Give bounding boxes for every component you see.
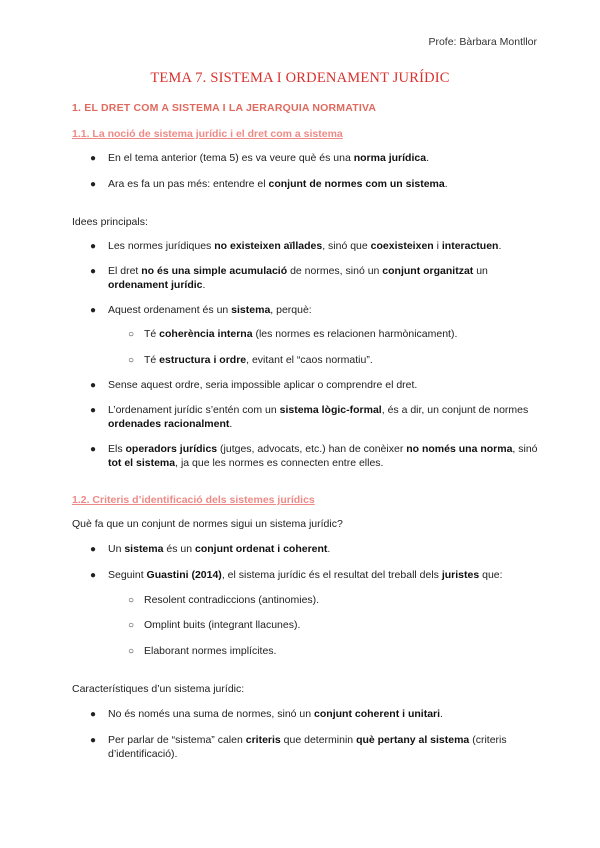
bullet-icon: ● (90, 153, 97, 164)
document-title: TEMA 7. SISTEMA I ORDENAMENT JURÍDIC (150, 70, 450, 86)
bullet-icon: ● (90, 241, 97, 252)
subsection-heading-1-2: 1.2. Criteris d’identificació dels sistemes jurídics (72, 494, 315, 506)
section-heading-1: 1. EL DRET COM A SISTEMA I LA JERARQUIA NORMATIVA (72, 102, 377, 114)
bullet-icon: ● (90, 544, 97, 555)
bullet-icon: ● (90, 380, 97, 391)
bullet-icon: ● (90, 405, 97, 416)
bullet-icon: ● (90, 266, 97, 277)
subsection-heading-1-1: 1.1. La noció de sistema jurídic i el dret com a sistema (72, 128, 343, 140)
question-text: Què fa que un conjunt de normes sigui un sistema jurídic? (72, 518, 343, 530)
characteristics-label: Característiques d’un sistema jurídic: (72, 683, 245, 695)
circle-bullet-icon: ○ (128, 620, 135, 631)
circle-bullet-icon: ○ (128, 595, 135, 606)
ideas-label: Idees principals: (72, 216, 148, 228)
author-header: Profe: Bàrbara Montllor (428, 36, 537, 48)
document-page: Profe: Bàrbara Montllor TEMA 7. SISTEMA I ORDENAMENT JURÍDIC 1. EL DRET COM A SISTEMA I LA JERARQUIA NORMATIVA 1.1. La noció de sistema jurídic i el dret com a sistema ● En el tema anterior (tema 5) es va veure què és una norma jurídica. ● Ara es fa un pas més: entendre el conjunt de normes com un sistema. Idees principals: ● Les normes jurídiques no existeixen aïllades, sinó que coexisteixen i interactuen. ● El dret no és una simple acumulació de normes, sinó un conjunt organitzat un ordenament jurídic. ● Aquest ordenament és un sistema, perquè: ○ Té coherència interna (les normes es relacionen harmònicament). ○ Té estructura i ordre, evitant el “caos normatiu”. ● Sense aquest ordre, seria impossible aplicar o comprendre el dret. ● L’ordenament jurídic s’entén com un sistema lògic-formal, és a dir, un conjunt de normes ordenades racionalment. ● Els operadors jurídics (jutges, advocats, etc.) han de conèixer no només una norma, sinó tot el sistema, ja que les normes es connecten entre elles. 1.2. Criteris d’identificació dels sistemes jurídics Què fa que un conjunt de normes sigui un sistema jurídic? ● Un sistema és un conjunt ordenat i coherent. ● Seguint Guastini (2014), el sistema jurídic és el resultat del treball dels juristes que: ○ Resolent contradiccions (antinomies). ○ Omplint buits (integrant llacunes). ○ Elaborant normes implícites. Característiques d’un sistema jurídic: ● No és només una suma de normes, sinó un conjunt coherent i unitari. ● Per parlar de “sistema” calen criteris que determinin què pertany al sistema (criteris d’identificació). (0, 0, 600, 848)
bullet-icon: ● (90, 570, 97, 581)
circle-bullet-icon: ○ (128, 646, 135, 657)
circle-bullet-icon: ○ (128, 355, 135, 366)
bullet-icon: ● (90, 305, 97, 316)
circle-bullet-icon: ○ (128, 329, 135, 340)
bullet-icon: ● (90, 179, 97, 190)
bullet-icon: ● (90, 735, 97, 746)
bullet-icon: ● (90, 709, 97, 720)
bullet-icon: ● (90, 444, 97, 455)
